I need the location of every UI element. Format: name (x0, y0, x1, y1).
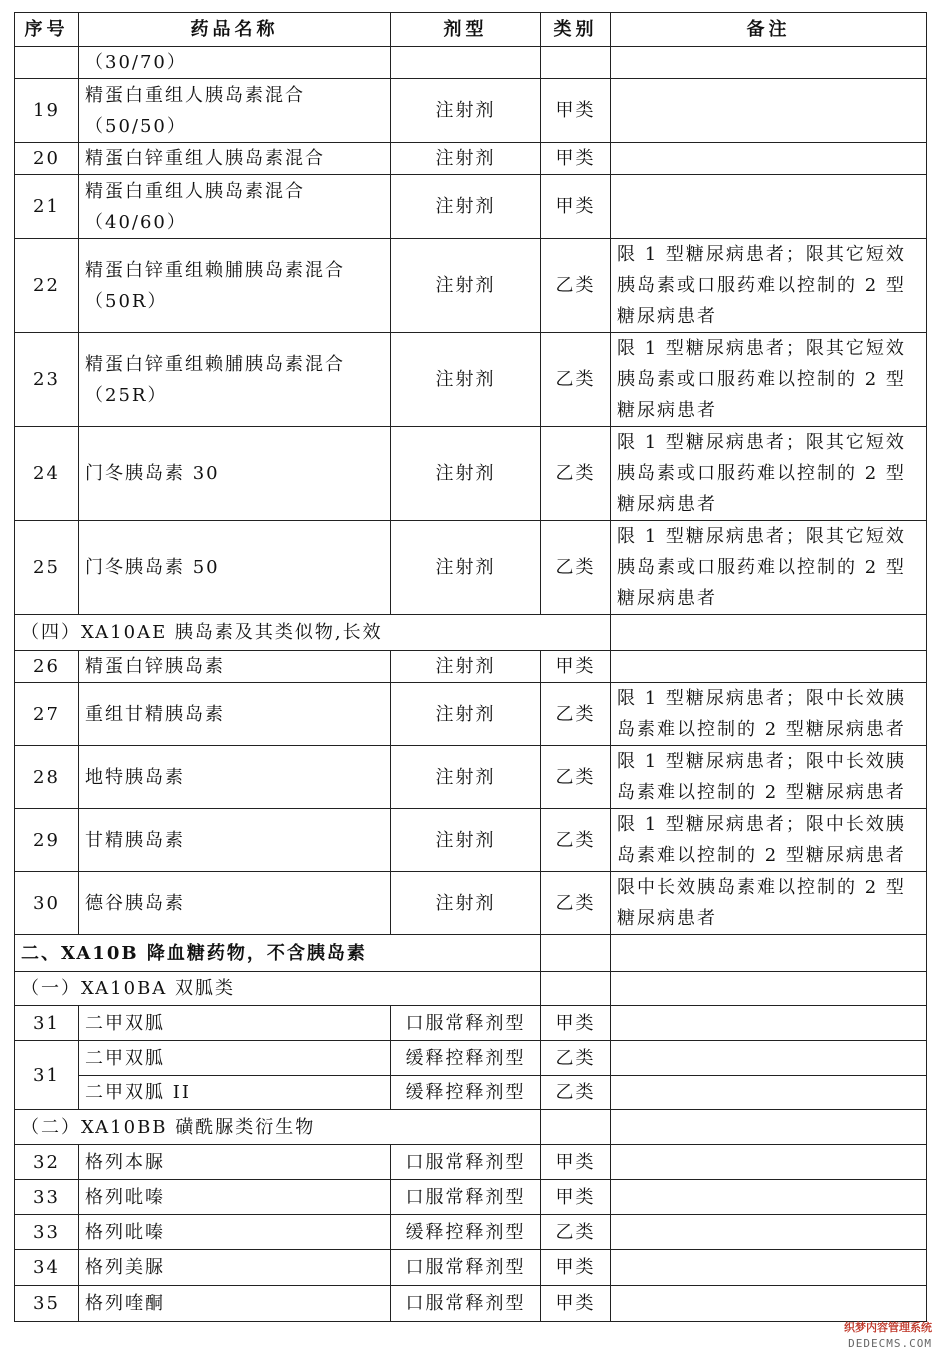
drug-category: 甲类 (541, 1286, 611, 1322)
dosage-form: 注射剂 (391, 651, 541, 683)
drug-category: 乙类 (541, 1215, 611, 1250)
section-row (15, 972, 927, 1006)
drug-category: 甲类 (541, 79, 611, 143)
drug-name: 门冬胰岛素 50 (79, 521, 391, 615)
row-number: 23 (15, 333, 79, 427)
watermark (844, 1320, 932, 1352)
dosage-form: 注射剂 (391, 521, 541, 615)
row-number: 28 (15, 746, 79, 809)
remark: 限 1 型糖尿病患者；限中长效胰 岛素难以控制的 2 型糖尿病患者 (611, 683, 927, 746)
row-number: 32 (15, 1145, 79, 1180)
table-row (15, 1006, 927, 1041)
drug-name: 二甲双胍 (79, 1006, 391, 1041)
drug-category: 乙类 (541, 746, 611, 809)
header-category: 类别 (541, 13, 611, 47)
drug-category: 甲类 (541, 1250, 611, 1286)
drug-category: 甲类 (541, 143, 611, 175)
header-remark: 备注 (611, 13, 927, 47)
section-row (15, 1110, 927, 1145)
watermark-line-2: DEDECMS.COM (848, 1337, 932, 1350)
row-number: 31 (15, 1041, 79, 1110)
drug-name: 精蛋白锌重组赖脯胰岛素混合 （50R） (79, 239, 391, 333)
row-number: 29 (15, 809, 79, 872)
table-row (15, 1250, 927, 1286)
drug-category: 甲类 (541, 1180, 611, 1215)
dosage-form: 缓释控释剂型 (391, 1215, 541, 1250)
drug-category: 乙类 (541, 809, 611, 872)
row-number: 24 (15, 427, 79, 521)
table-row (15, 333, 927, 427)
drug-name: 地特胰岛素 (79, 746, 391, 809)
table-row (15, 683, 927, 746)
drug-category: 乙类 (541, 1041, 611, 1076)
row-number: 19 (15, 79, 79, 143)
dosage-form: 缓释控释剂型 (391, 1076, 541, 1110)
table-row (15, 651, 927, 683)
row-number: 27 (15, 683, 79, 746)
drug-category: 甲类 (541, 1006, 611, 1041)
table-row (15, 1145, 927, 1180)
drug-name: 格列吡嗪 (79, 1215, 391, 1250)
dosage-form: 注射剂 (391, 427, 541, 521)
table-row (15, 746, 927, 809)
drug-name: 精蛋白锌重组赖脯胰岛素混合 （25R） (79, 333, 391, 427)
drug-name: 精蛋白重组人胰岛素混合 （40/60） (79, 175, 391, 239)
dosage-form: 注射剂 (391, 809, 541, 872)
row-number: 35 (15, 1286, 79, 1322)
drug-table (14, 12, 927, 1322)
table-row (15, 1041, 927, 1076)
table-row (15, 239, 927, 333)
table-row (15, 1286, 927, 1322)
row-number: 25 (15, 521, 79, 615)
drug-name: 门冬胰岛素 30 (79, 427, 391, 521)
section-row (15, 935, 927, 972)
drug-category: 乙类 (541, 427, 611, 521)
dosage-form: 注射剂 (391, 872, 541, 935)
remark: 限 1 型糖尿病患者；限其它短效 胰岛素或口服药难以控制的 2 型 糖尿病患者 (611, 427, 927, 521)
table-row (15, 143, 927, 175)
row-number: 33 (15, 1215, 79, 1250)
dosage-form: 口服常释剂型 (391, 1286, 541, 1322)
drug-name: 格列本脲 (79, 1145, 391, 1180)
table-row (15, 521, 927, 615)
remark: 限中长效胰岛素难以控制的 2 型 糖尿病患者 (611, 872, 927, 935)
table-row (15, 79, 927, 143)
drug-name: 甘精胰岛素 (79, 809, 391, 872)
row-number: 26 (15, 651, 79, 683)
drug-category: 乙类 (541, 872, 611, 935)
table-header-row (15, 13, 927, 47)
drug-name: 二甲双胍 (79, 1041, 391, 1076)
row-number: 20 (15, 143, 79, 175)
drug-category: 乙类 (541, 683, 611, 746)
dosage-form: 注射剂 (391, 333, 541, 427)
header-form: 剂型 (391, 13, 541, 47)
drug-name: 精蛋白锌胰岛素 (79, 651, 391, 683)
dosage-form: 口服常释剂型 (391, 1006, 541, 1041)
section-subtitle: （一）XA10BA 双胍类 (15, 972, 541, 1006)
drug-name: 重组甘精胰岛素 (79, 683, 391, 746)
table-row (15, 809, 927, 872)
row-number: 34 (15, 1250, 79, 1286)
drug-category: 乙类 (541, 333, 611, 427)
drug-name: 二甲双胍 II (79, 1076, 391, 1110)
remark: 限 1 型糖尿病患者；限中长效胰 岛素难以控制的 2 型糖尿病患者 (611, 746, 927, 809)
drug-category: 乙类 (541, 521, 611, 615)
row-number: 33 (15, 1180, 79, 1215)
drug-name: 格列喹酮 (79, 1286, 391, 1322)
table-row (15, 1215, 927, 1250)
drug-category: 甲类 (541, 651, 611, 683)
drug-name: 精蛋白重组人胰岛素混合 （50/50） (79, 79, 391, 143)
table-row (15, 427, 927, 521)
dosage-form: 注射剂 (391, 143, 541, 175)
drug-category: 甲类 (541, 175, 611, 239)
remark: 限 1 型糖尿病患者；限其它短效 胰岛素或口服药难以控制的 2 型 糖尿病患者 (611, 521, 927, 615)
drug-name: （30/70） (79, 47, 391, 79)
table-row (15, 47, 927, 79)
drug-category: 乙类 (541, 239, 611, 333)
section-title: （四）XA10AE 胰岛素及其类似物,长效 (15, 615, 611, 651)
table-row (15, 1076, 927, 1110)
drug-name: 格列吡嗪 (79, 1180, 391, 1215)
row-number: 30 (15, 872, 79, 935)
watermark-line-1: 织梦内容管理系统 (844, 1321, 932, 1334)
drug-name: 德谷胰岛素 (79, 872, 391, 935)
dosage-form: 缓释控释剂型 (391, 1041, 541, 1076)
dosage-form: 口服常释剂型 (391, 1250, 541, 1286)
dosage-form: 注射剂 (391, 79, 541, 143)
drug-category: 甲类 (541, 1145, 611, 1180)
table-row (15, 1180, 927, 1215)
remark: 限 1 型糖尿病患者；限中长效胰 岛素难以控制的 2 型糖尿病患者 (611, 809, 927, 872)
row-number: 21 (15, 175, 79, 239)
dosage-form: 注射剂 (391, 746, 541, 809)
dosage-form: 注射剂 (391, 175, 541, 239)
header-name: 药品名称 (79, 13, 391, 47)
drug-name: 精蛋白锌重组人胰岛素混合 (79, 143, 391, 175)
remark: 限 1 型糖尿病患者；限其它短效 胰岛素或口服药难以控制的 2 型 糖尿病患者 (611, 239, 927, 333)
section-subtitle: （二）XA10BB 磺酰脲类衍生物 (15, 1110, 541, 1145)
dosage-form: 口服常释剂型 (391, 1145, 541, 1180)
section-title: 二、XA10B 降血糖药物，不含胰岛素 (15, 935, 541, 972)
drug-category: 乙类 (541, 1076, 611, 1110)
row-number: 31 (15, 1006, 79, 1041)
dosage-form: 口服常释剂型 (391, 1180, 541, 1215)
table-row (15, 872, 927, 935)
remark: 限 1 型糖尿病患者；限其它短效 胰岛素或口服药难以控制的 2 型 糖尿病患者 (611, 333, 927, 427)
table-row (15, 175, 927, 239)
dosage-form: 注射剂 (391, 683, 541, 746)
dosage-form: 注射剂 (391, 239, 541, 333)
drug-name: 格列美脲 (79, 1250, 391, 1286)
row-number: 22 (15, 239, 79, 333)
header-no: 序号 (15, 13, 79, 47)
section-row (15, 615, 927, 651)
